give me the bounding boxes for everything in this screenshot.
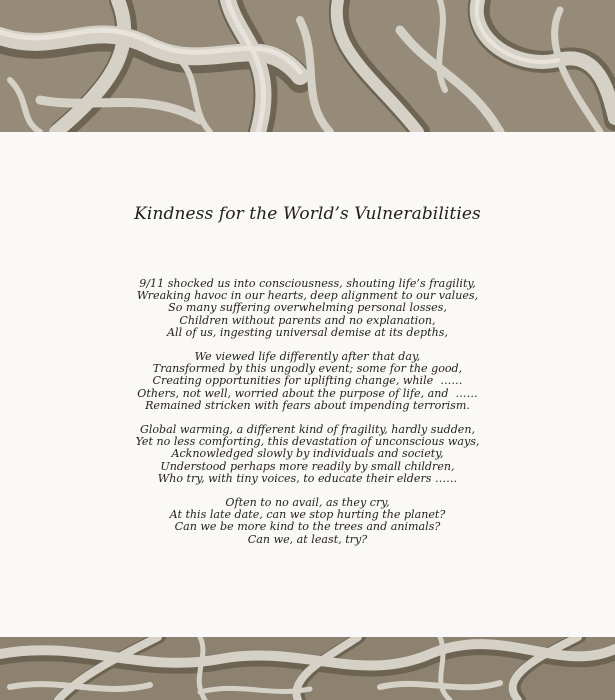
- stanza: [0, 351, 615, 412]
- stanza: [0, 497, 615, 546]
- poem-line: Understood perhaps more readily by small children,: [160, 459, 455, 473]
- poem-line: Can we be more kind to the trees and animals?: [174, 520, 441, 534]
- stanza: [0, 278, 615, 339]
- poem-line: 9/11 shocked us into consciousness, shouting life’s fragility,: [139, 277, 476, 290]
- poem-line: Global warming, a different kind of fragility, hardly sudden,: [139, 423, 476, 437]
- poem-line: Often to no avail, as they cry,: [225, 496, 390, 510]
- poem-line: At this late date, can we stop hurting the planet?: [169, 508, 446, 522]
- tree-roots-photo-top: [0, 0, 615, 132]
- poem-line: Transformed by this ungodly event; some for the good,: [152, 362, 463, 376]
- poem-line: All of us, ingesting universal demise at its depths,: [167, 325, 448, 339]
- poem-line: So many suffering overwhelming personal losses,: [168, 301, 447, 315]
- poem-line: Creating opportunities for uplifting change, while ……: [152, 374, 463, 388]
- poem-body: [0, 278, 615, 558]
- poem-line: Yet no less comforting, this devastation of unconscious ways,: [135, 435, 480, 449]
- poem-line: We viewed life differently after that day,: [194, 350, 421, 364]
- poem-line: Wreaking havoc in our hearts, deep alignment to our values,: [136, 289, 479, 303]
- poem-line: Who try, with tiny voices, to educate their elders ……: [157, 471, 458, 485]
- stanza: [0, 424, 615, 485]
- poem-page: [0, 132, 615, 637]
- poem-line: Can we, at least, try?: [247, 532, 368, 546]
- poem-title: Kindness for the World’s Vulnerabilities: [134, 204, 481, 224]
- poem-line: Acknowledged slowly by individuals and society,: [171, 447, 444, 461]
- poem-line: Remained stricken with fears about impending terrorism.: [145, 398, 470, 412]
- poem-line: Children without parents and no explanation,: [179, 313, 436, 327]
- tree-roots-photo-bottom: [0, 637, 615, 700]
- poem-line: Others, not well, worried about the purpose of life, and ……: [137, 386, 478, 400]
